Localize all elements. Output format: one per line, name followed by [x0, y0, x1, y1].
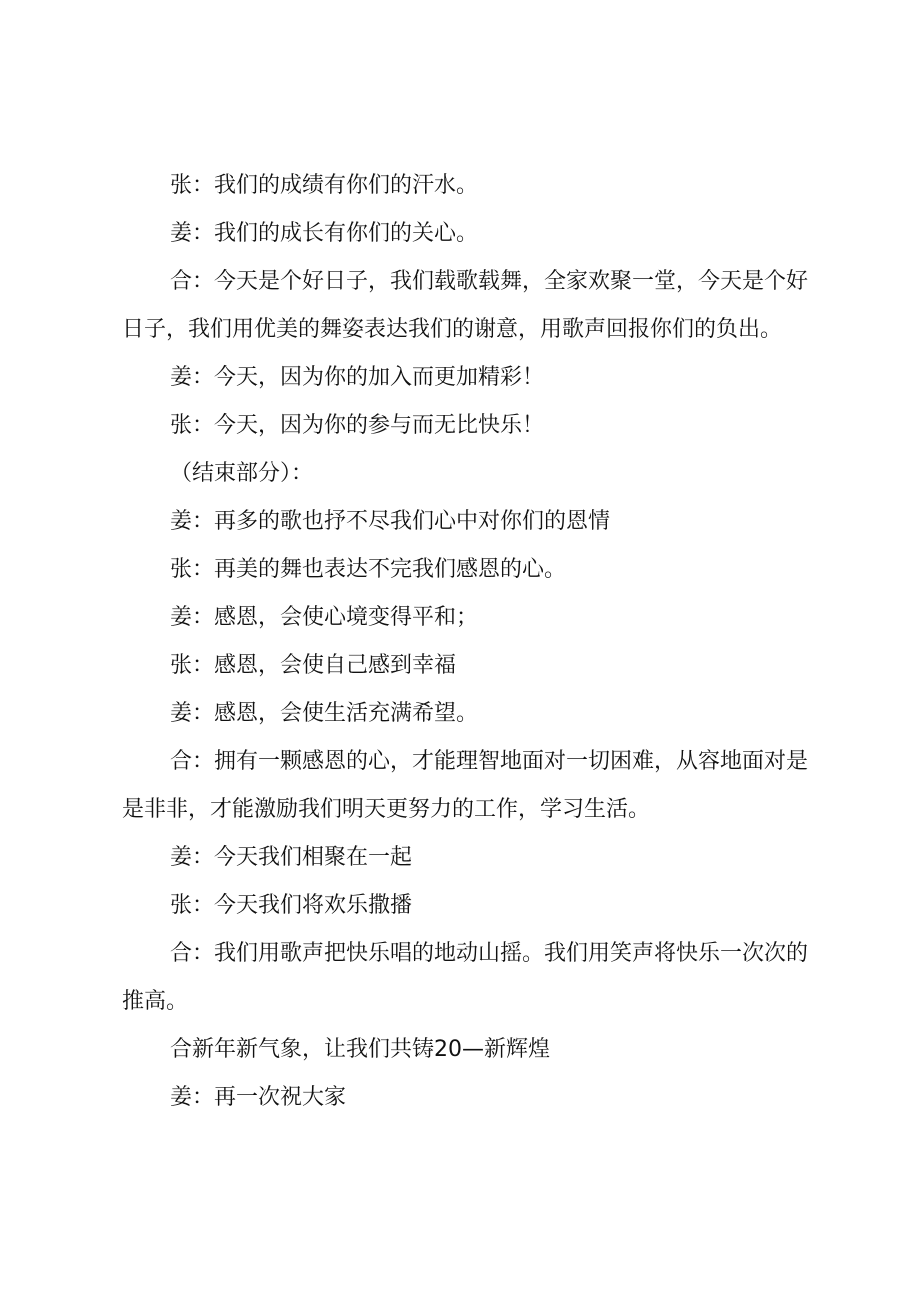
paragraph: 姜：今天我们相聚在一起 — [170, 845, 413, 870]
paragraph: 张：今天，因为你的参与而无比快乐！ — [170, 413, 545, 438]
paragraph: 张：我们的成绩有你们的汗水。 — [170, 173, 479, 198]
paragraph: 合：我们用歌声把快乐唱的地动山摇。我们用笑声将快乐一次次的推高。 — [122, 941, 809, 1014]
paragraph: 姜：感恩，会使生活充满希望。 — [170, 701, 479, 726]
section-heading: （结束部分）： — [170, 461, 314, 486]
paragraph: 张：感恩，会使自己感到幸福 — [170, 653, 457, 678]
paragraph: 姜：今天，因为你的加入而更加精彩！ — [170, 365, 545, 390]
paragraph: 合：拥有一颗感恩的心，才能理智地面对一切困难，从容地面对是是非非，才能激励我们明天更努力的工作，学习生活。 — [122, 749, 809, 822]
paragraph: 张：今天我们将欢乐撒播 — [170, 893, 413, 918]
paragraph: 合新年新气象，让我们共铸20—新辉煌 — [170, 1037, 550, 1062]
paragraph: 张：再美的舞也表达不完我们感恩的心。 — [170, 557, 567, 582]
paragraph: 姜：再一次祝大家 — [170, 1085, 347, 1110]
document-body — [122, 162, 822, 1122]
paragraph: 合：今天是个好日子，我们载歌载舞，全家欢聚一堂，今天是个好日子，我们用优美的舞姿表达我们的谢意，用歌声回报你们的负出。 — [122, 269, 809, 342]
paragraph: 姜：再多的歌也抒不尽我们心中对你们的恩情 — [170, 509, 611, 534]
paragraph: 姜：感恩，会使心境变得平和； — [170, 605, 479, 630]
paragraph: 姜：我们的成长有你们的关心。 — [170, 221, 479, 246]
